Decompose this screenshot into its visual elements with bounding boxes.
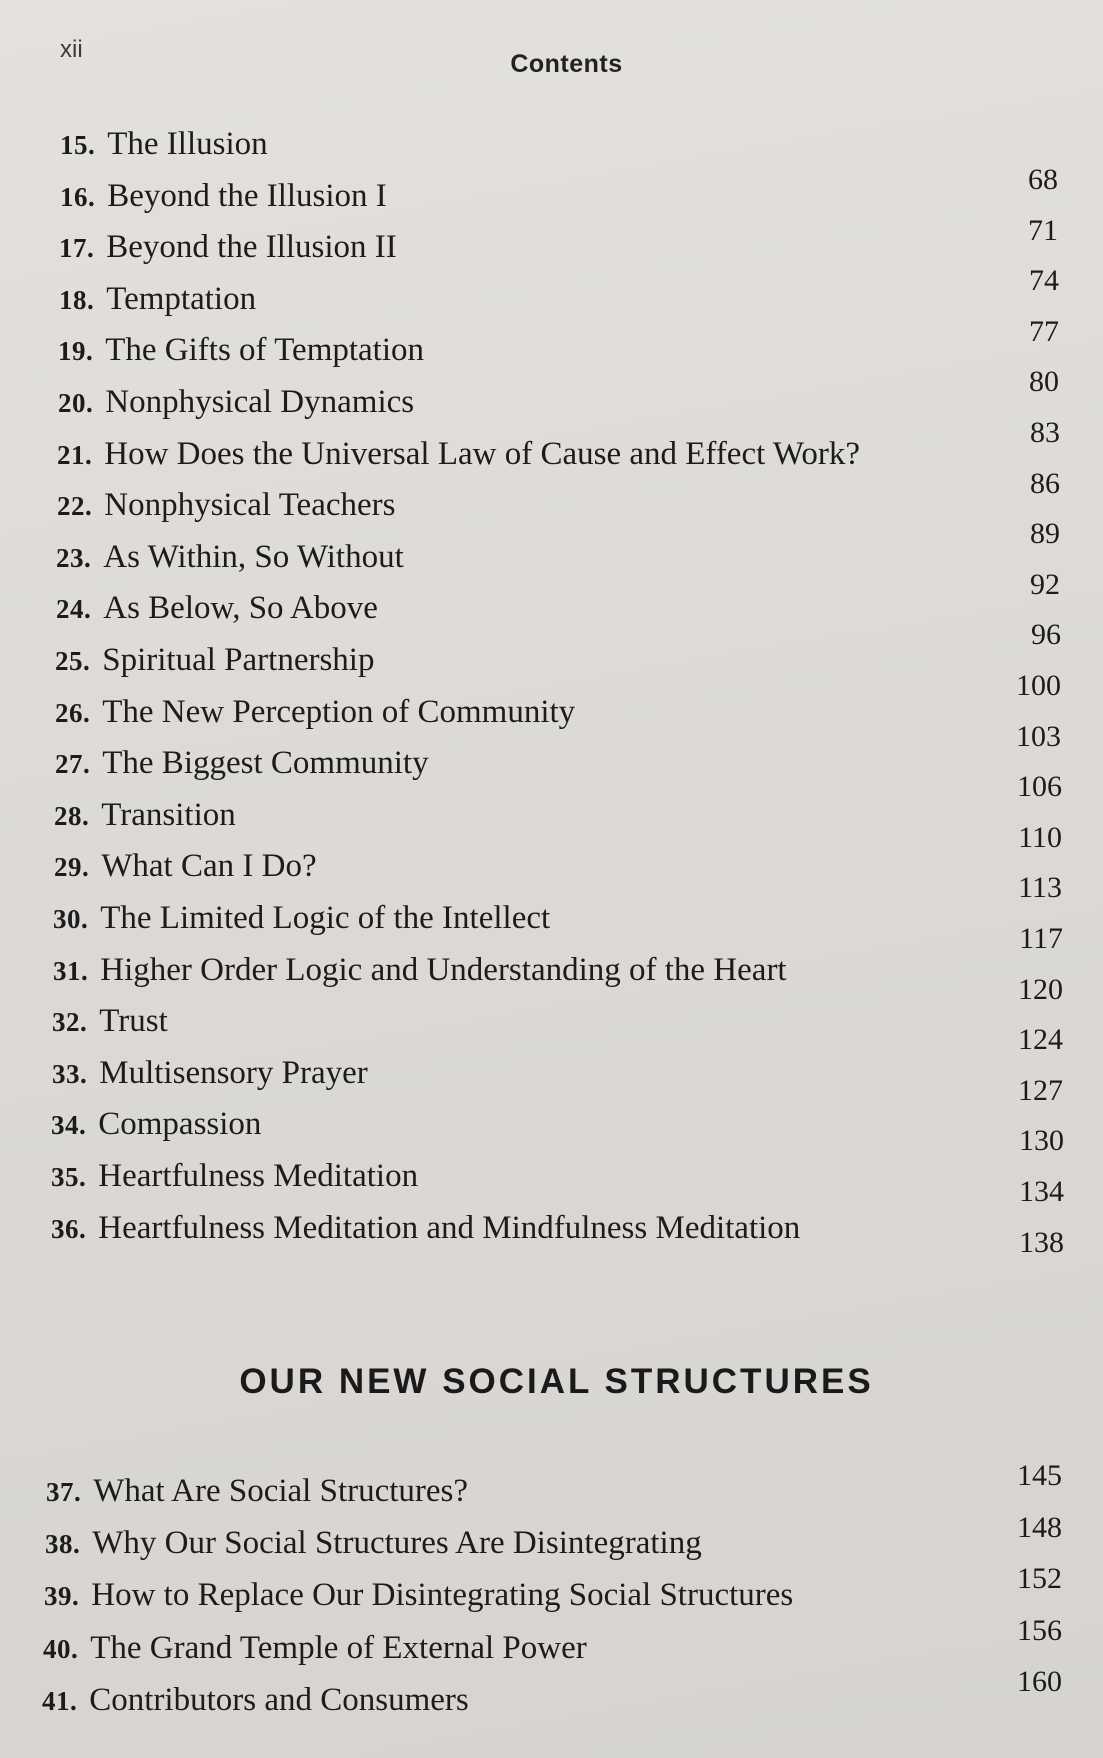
toc-entry-title: The Limited Logic of the Intellect	[100, 900, 551, 936]
toc-entry-page: 92	[1030, 567, 1060, 601]
toc-entry-number: 29.	[54, 852, 90, 883]
toc-entry-number: 16.	[60, 181, 96, 212]
toc-entry-number: 37.	[46, 1477, 82, 1507]
toc-entry-title: Spiritual Partnership	[102, 642, 375, 678]
toc-entry	[60, 177, 387, 214]
toc-entry-page: 83	[1030, 416, 1060, 449]
toc-entry	[55, 693, 576, 730]
toc-entry	[57, 489, 395, 522]
toc-entry	[53, 902, 550, 935]
toc-entry-number: 38.	[45, 1529, 81, 1560]
toc-entry-number: 36.	[51, 1213, 87, 1244]
toc-entry-number: 21.	[57, 439, 93, 470]
toc-entry-page: 160	[1017, 1665, 1062, 1698]
toc-entry-page: 96	[1031, 618, 1061, 652]
toc-entry-page: 138	[1019, 1225, 1064, 1259]
toc-entry-page: 110	[1018, 820, 1062, 854]
toc-entry-number: 41.	[42, 1685, 78, 1716]
toc-entry-title: As Below, So Above	[103, 590, 378, 627]
toc-entry-title: Beyond the Illusion I	[107, 177, 387, 214]
toc-entry-number: 17.	[59, 233, 95, 264]
toc-entry	[54, 850, 317, 883]
toc-entry	[54, 796, 236, 833]
toc-entry-page: 106	[1017, 770, 1062, 804]
toc-entry-page: 120	[1018, 972, 1063, 1006]
toc-entry	[59, 280, 257, 317]
toc-entry	[55, 747, 429, 780]
toc-entry-title: Heartfulness Meditation	[98, 1158, 419, 1194]
toc-entry-title: Beyond the Illusion II	[106, 229, 397, 266]
toc-entry-title: Higher Order Logic and Understanding of the Heart	[100, 951, 787, 988]
toc-entry-title: Temptation	[106, 280, 257, 317]
toc-entry-number: 25.	[55, 646, 91, 676]
toc-entry	[52, 1054, 368, 1091]
toc-entry-page: 127	[1018, 1073, 1063, 1107]
toc-entry	[56, 592, 378, 625]
toc-entry-page: 124	[1018, 1023, 1063, 1057]
toc-entry	[52, 1005, 168, 1038]
toc-entry-page: 134	[1019, 1175, 1064, 1208]
toc-entry	[42, 1681, 469, 1718]
toc-entry-page: 68	[1028, 163, 1058, 196]
toc-entry	[43, 1629, 587, 1666]
toc-entry-title: Nonphysical Dynamics	[105, 384, 415, 420]
toc-entry-title: As Within, So Without	[103, 538, 404, 575]
toc-entry-title: How to Replace Our Disintegrating Social Structures	[91, 1577, 794, 1614]
toc-entry-page: 130	[1019, 1124, 1064, 1158]
toc-entry-title: Contributors and Consumers	[89, 1681, 469, 1718]
toc-entry-number: 34.	[51, 1110, 87, 1141]
toc-entry-page: 89	[1030, 517, 1060, 551]
toc-entry	[58, 386, 414, 419]
toc-entry	[58, 334, 424, 367]
toc-entry-number: 33.	[52, 1058, 88, 1089]
toc-entry-number: 26.	[55, 697, 91, 728]
toc-entry-number: 19.	[58, 336, 94, 367]
toc-entry	[53, 951, 787, 988]
page-number: xii	[60, 36, 83, 63]
toc-entry	[46, 1475, 468, 1508]
toc-entry-number: 32.	[52, 1007, 88, 1038]
toc-entry-number: 30.	[53, 904, 89, 934]
toc-entry-page: 117	[1019, 922, 1063, 955]
toc-entry-number: 15.	[60, 130, 96, 160]
toc-entry	[56, 538, 404, 575]
section-heading: OUR NEW SOCIAL STRUCTURES	[239, 1362, 874, 1401]
toc-entry-number: 18.	[59, 284, 95, 315]
toc-entry-page: 74	[1029, 264, 1059, 298]
toc-entry-title: Nonphysical Teachers	[104, 487, 396, 524]
toc-entry-page: 113	[1018, 871, 1062, 905]
toc-entry	[57, 435, 861, 472]
running-head: Contents	[510, 50, 623, 78]
toc-entry-title: The Grand Temple of External Power	[90, 1629, 587, 1666]
toc-entry-page: 152	[1017, 1562, 1062, 1595]
toc-entry-page: 80	[1029, 365, 1059, 399]
toc-entry-page: 145	[1017, 1459, 1062, 1492]
toc-entry-page: 100	[1016, 669, 1061, 702]
toc-entry-number: 31.	[53, 955, 89, 986]
toc-entry	[59, 231, 397, 264]
toc-entry-title: What Are Social Structures?	[93, 1473, 469, 1509]
toc-entry-number: 20.	[58, 388, 94, 418]
toc-entry-title: The Gifts of Temptation	[105, 332, 425, 369]
toc-entry-number: 24.	[56, 594, 92, 625]
toc-entry-number: 39.	[44, 1581, 80, 1612]
toc-entry-page: 148	[1017, 1510, 1062, 1544]
toc-entry-number: 40.	[43, 1633, 79, 1664]
toc-entry	[60, 128, 268, 161]
toc-entry	[45, 1527, 702, 1560]
toc-entry	[51, 1160, 418, 1193]
toc-entry-page: 103	[1016, 719, 1061, 753]
toc-entry-page: 71	[1028, 213, 1058, 247]
toc-entry-number: 23.	[56, 542, 92, 573]
toc-entry-page: 86	[1030, 466, 1060, 500]
toc-entry-number: 27.	[55, 749, 91, 780]
toc-entry	[51, 1209, 801, 1246]
toc-entry-title: Compassion	[98, 1106, 262, 1143]
toc-entry-title: Multisensory Prayer	[99, 1054, 368, 1091]
toc-entry-title: Trust	[99, 1003, 168, 1040]
toc-entry	[51, 1108, 261, 1141]
toc-entry	[55, 644, 374, 677]
toc-entry-title: Heartfulness Meditation and Mindfulness Meditation	[98, 1209, 801, 1246]
toc-entry-page: 156	[1017, 1613, 1062, 1647]
toc-entry-title: The Biggest Community	[102, 745, 429, 782]
toc-entry-number: 35.	[51, 1162, 87, 1192]
toc-entry-number: 22.	[57, 491, 93, 522]
toc-entry-number: 28.	[54, 800, 90, 831]
toc-entry-title: Transition	[101, 796, 236, 833]
toc-entry-title: Why Our Social Structures Are Disintegrating	[92, 1525, 702, 1562]
toc-entry-title: How Does the Universal Law of Cause and Effect Work?	[104, 435, 861, 472]
toc-entry-title: The New Perception of Community	[102, 693, 576, 730]
toc-entry-page: 77	[1029, 314, 1059, 348]
toc-entry-title: What Can I Do?	[101, 848, 317, 885]
toc-entry-title: The Illusion	[107, 126, 268, 162]
toc-entry	[44, 1579, 793, 1612]
